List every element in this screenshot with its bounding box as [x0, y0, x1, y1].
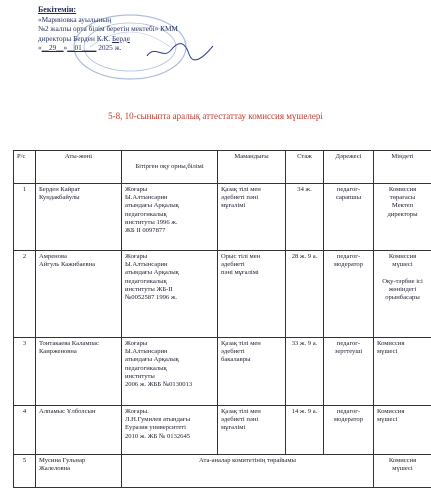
cell-degree: педагог- модератор [324, 406, 374, 455]
director-signature-text: Берде [112, 34, 130, 43]
table-row [14, 406, 431, 455]
approval-line-2: №2 жалпы орта білім беретін мектебі» КММ [38, 24, 298, 34]
document-title: 5-8, 10-сыныпта аралық аттестаттау комиссия мүшелері [0, 111, 431, 121]
cell-education: Жоғары. Л.Н.Гумилев атындағы Еуразия университеті 2010 ж. ЖБ № 0132645 [122, 406, 218, 455]
cell-education: Жоғары Ы.Алтынсарин атындағы Арқалық педагогикалық институты 2006 ж. ЖББ №0130013 [122, 338, 218, 406]
cell-num: 3 [14, 338, 36, 406]
cell-specialty: Қазақ тілі мен әдебиеті бакалавры [218, 338, 286, 406]
table-header-row [14, 151, 431, 184]
header-degree: Дәрежесі [324, 151, 374, 184]
cell-experience: 14 ж. 9 а. [286, 406, 324, 455]
table-row [14, 251, 431, 338]
cell-specialty: Қазақ тілі мен әдебиеті пәні мұғалімі [218, 184, 286, 251]
approval-heading: Бекітемін: [38, 5, 298, 15]
cell-role: Комиссия мүшесі Оқу-тәрбие ісі жөніндегі орынбасары [374, 251, 431, 338]
date-year: 2025 ж. [98, 43, 121, 52]
handwritten-signature [145, 40, 215, 62]
cell-degree: педагог- сарапшы [324, 184, 374, 251]
header-education-label: Бітірген оқу орны,білімі [125, 163, 214, 171]
director-name: директоры Берден К.К. [38, 34, 110, 43]
cell-role: Комиссия төрағасы Мектеп директоры [374, 184, 431, 251]
cell-name: Мусина Гульнар Жалеловна [36, 455, 122, 488]
cell-name: Тоитакаева Калампас Каирженовна [36, 338, 122, 406]
date-quote-close: » [64, 43, 68, 52]
cell-degree: педагог- зерттеуші [324, 338, 374, 406]
header-education [122, 151, 218, 184]
cell-degree: педагог- модератор [324, 251, 374, 338]
cell-experience: 34 ж. [286, 184, 324, 251]
cell-name: Берден Кайрат Кундакбайулы [36, 184, 122, 251]
table-row [14, 338, 431, 406]
cell-num: 5 [14, 455, 36, 488]
header-num: Р/с [14, 151, 36, 184]
date-quote-open: « [38, 43, 42, 52]
cell-experience: 28 ж. 9 а. [286, 251, 324, 338]
cell-num: 4 [14, 406, 36, 455]
table-row [14, 455, 431, 488]
cell-role: Комиссия мүшесі [374, 455, 431, 488]
cell-specialty: Қазақ тілі мен әдебиеті пәні мұғалімі [218, 406, 286, 455]
header-name: Аты-жөні [36, 151, 122, 184]
cell-education: Жоғары Ы.Алтынсарин атындағы Арқалық педагогикалық институты ЖБ-II №0052587 1996 ж. [122, 251, 218, 338]
date-month: __01____ [67, 43, 96, 52]
cell-experience: 33 ж. 9 а. [286, 338, 324, 406]
cell-name: Алпамыс Ұлболсын [36, 406, 122, 455]
header-experience: Стаж [286, 151, 324, 184]
approval-line-1: «Мариновка ауылының [38, 15, 298, 25]
cell-num: 2 [14, 251, 36, 338]
cell-education: Жоғары Ы.Алтынсарин атындағы Арқалық педагогикалық институты 1996 ж. ЖБ II 0097877 [122, 184, 218, 251]
header-specialty: Мамандығы [218, 151, 286, 184]
cell-num: 1 [14, 184, 36, 251]
table-row [14, 184, 431, 251]
cell-role: Комиссия мүшесі [374, 338, 431, 406]
cell-role: Комиссия мүшесі [374, 406, 431, 455]
date-day: __29__ [42, 43, 64, 52]
header-role: Міндеті [374, 151, 431, 184]
cell-specialty: Орыс тілі мен әдебиеті пәні мұғалімі [218, 251, 286, 338]
cell-merged-role-note: Ата-аналар комитетінің төрайымы [122, 455, 374, 488]
cell-name: Амренова Айгуль Кажибаевна [36, 251, 122, 338]
commission-table [13, 150, 431, 488]
